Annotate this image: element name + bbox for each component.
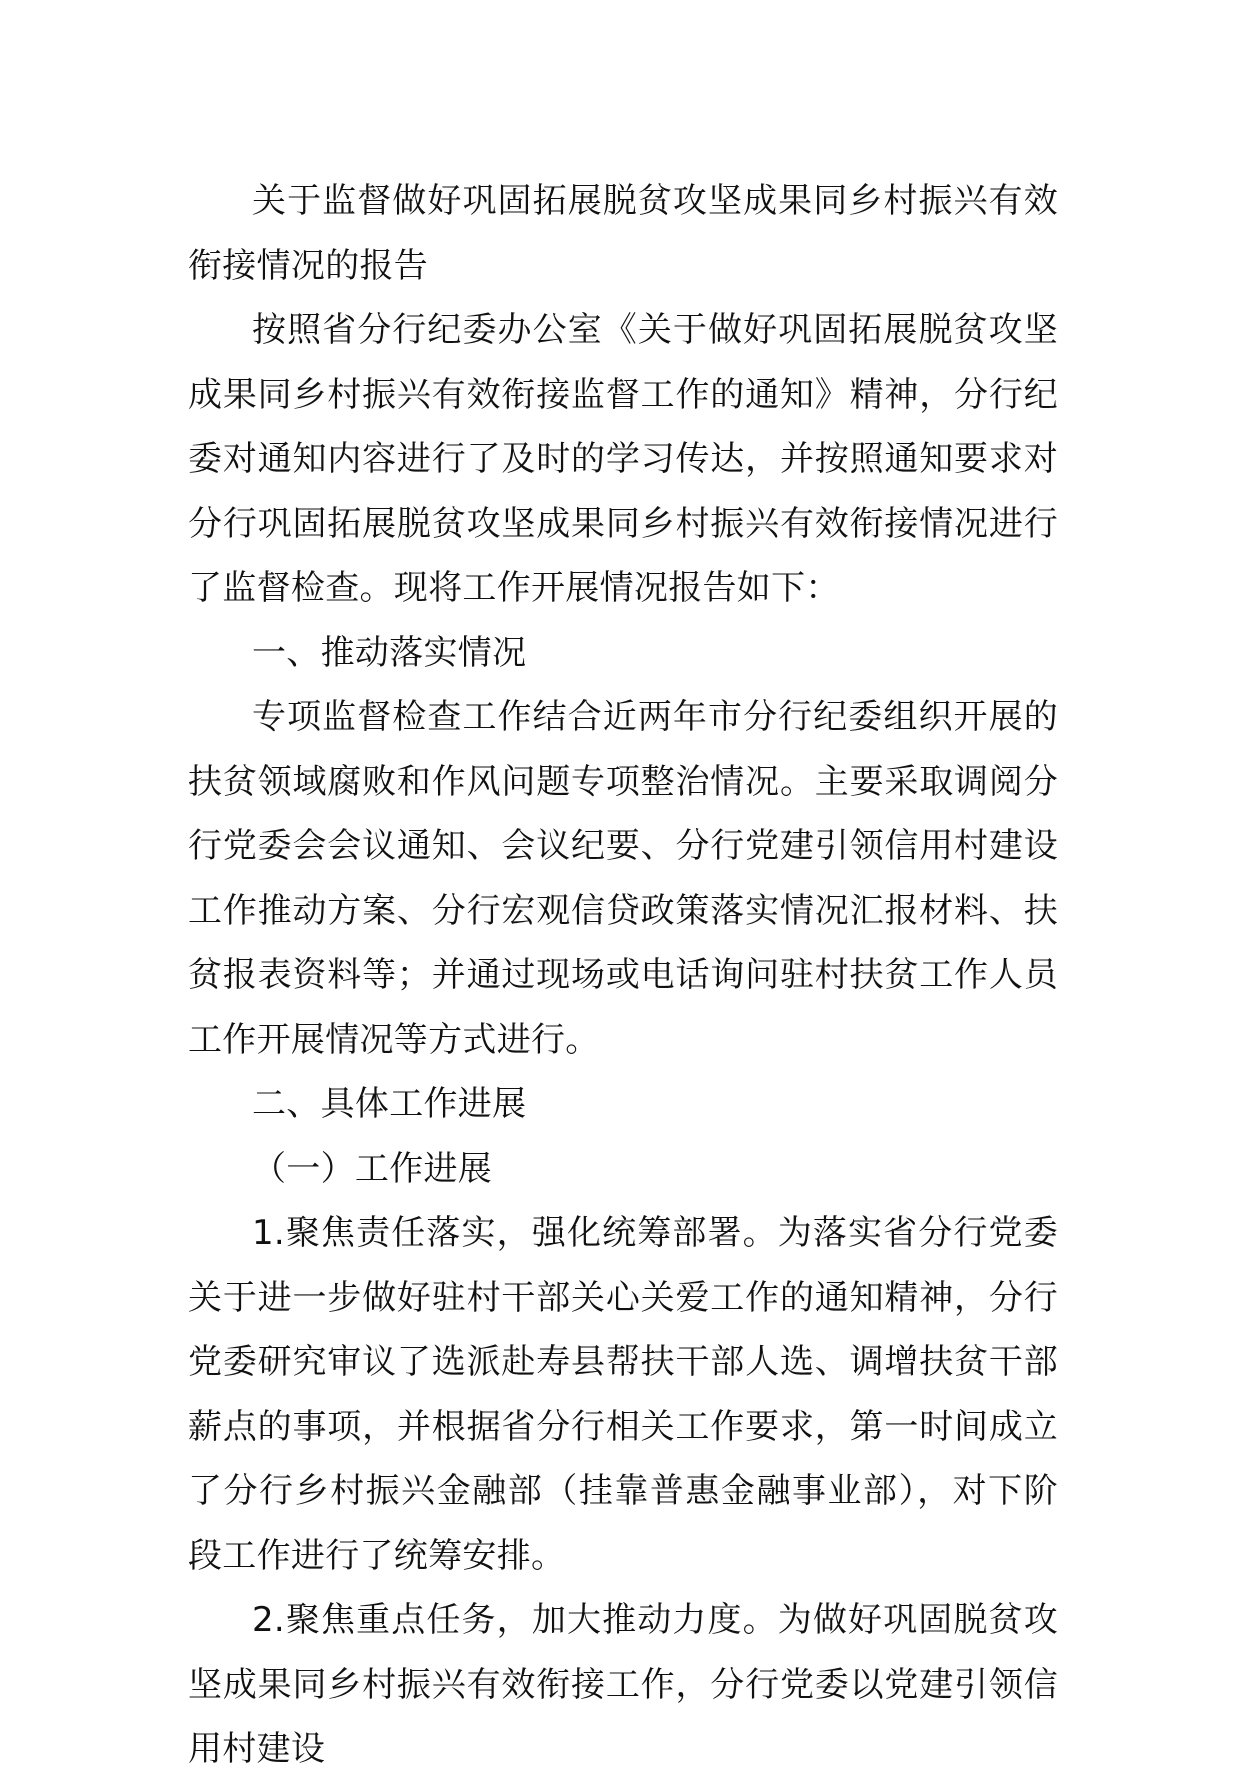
- document-body: [188, 169, 1058, 1782]
- subsection-heading-1: （一）工作进展: [252, 1148, 493, 1189]
- section-1-paragraph: 专项监督检查工作结合近两年市分行纪委组织开展的扶贫领域腐败和作风问题专项整治情况。主要采取调阅分行党委会会议通知、会议纪要、分行党建引领信用村建设工作推动方案、分行宏观信贷政策落实情况汇报材料、扶贫报表资料等；并通过现场或电话询问驻村扶贫工作人员工作开展情况等方式进行。: [188, 697, 1058, 1060]
- section-heading-1: 一、推动落实情况: [252, 632, 527, 673]
- item-2-paragraph: 2.聚焦重点任务，加大推动力度。为做好巩固脱贫攻坚成果同乡村振兴有效衔接工作，分行党委以党建引领信用村建设: [188, 1600, 1058, 1769]
- document-title: 关于监督做好巩固拓展脱贫攻坚成果同乡村振兴有效衔接情况的报告: [188, 181, 1058, 286]
- intro-paragraph: 按照省分行纪委办公室《关于做好巩固拓展脱贫攻坚成果同乡村振兴有效衔接监督工作的通知》精神，分行纪委对通知内容进行了及时的学习传达，并按照通知要求对分行巩固拓展脱贫攻坚成果同乡村振兴有效衔接情况进行了监督检查。现将工作开展情况报告如下：: [188, 310, 1058, 608]
- item-1-paragraph: 1.聚焦责任落实，强化统筹部署。为落实省分行党委关于进一步做好驻村干部关心关爱工作的通知精神，分行党委研究审议了选派赴寿县帮扶干部人选、调增扶贫干部薪点的事项，并根据省分行相关工作要求，第一时间成立了分行乡村振兴金融部（挂靠普惠金融事业部），对下阶段工作进行了统筹安排。: [188, 1213, 1058, 1576]
- section-heading-2: 二、具体工作进展: [252, 1084, 527, 1124]
